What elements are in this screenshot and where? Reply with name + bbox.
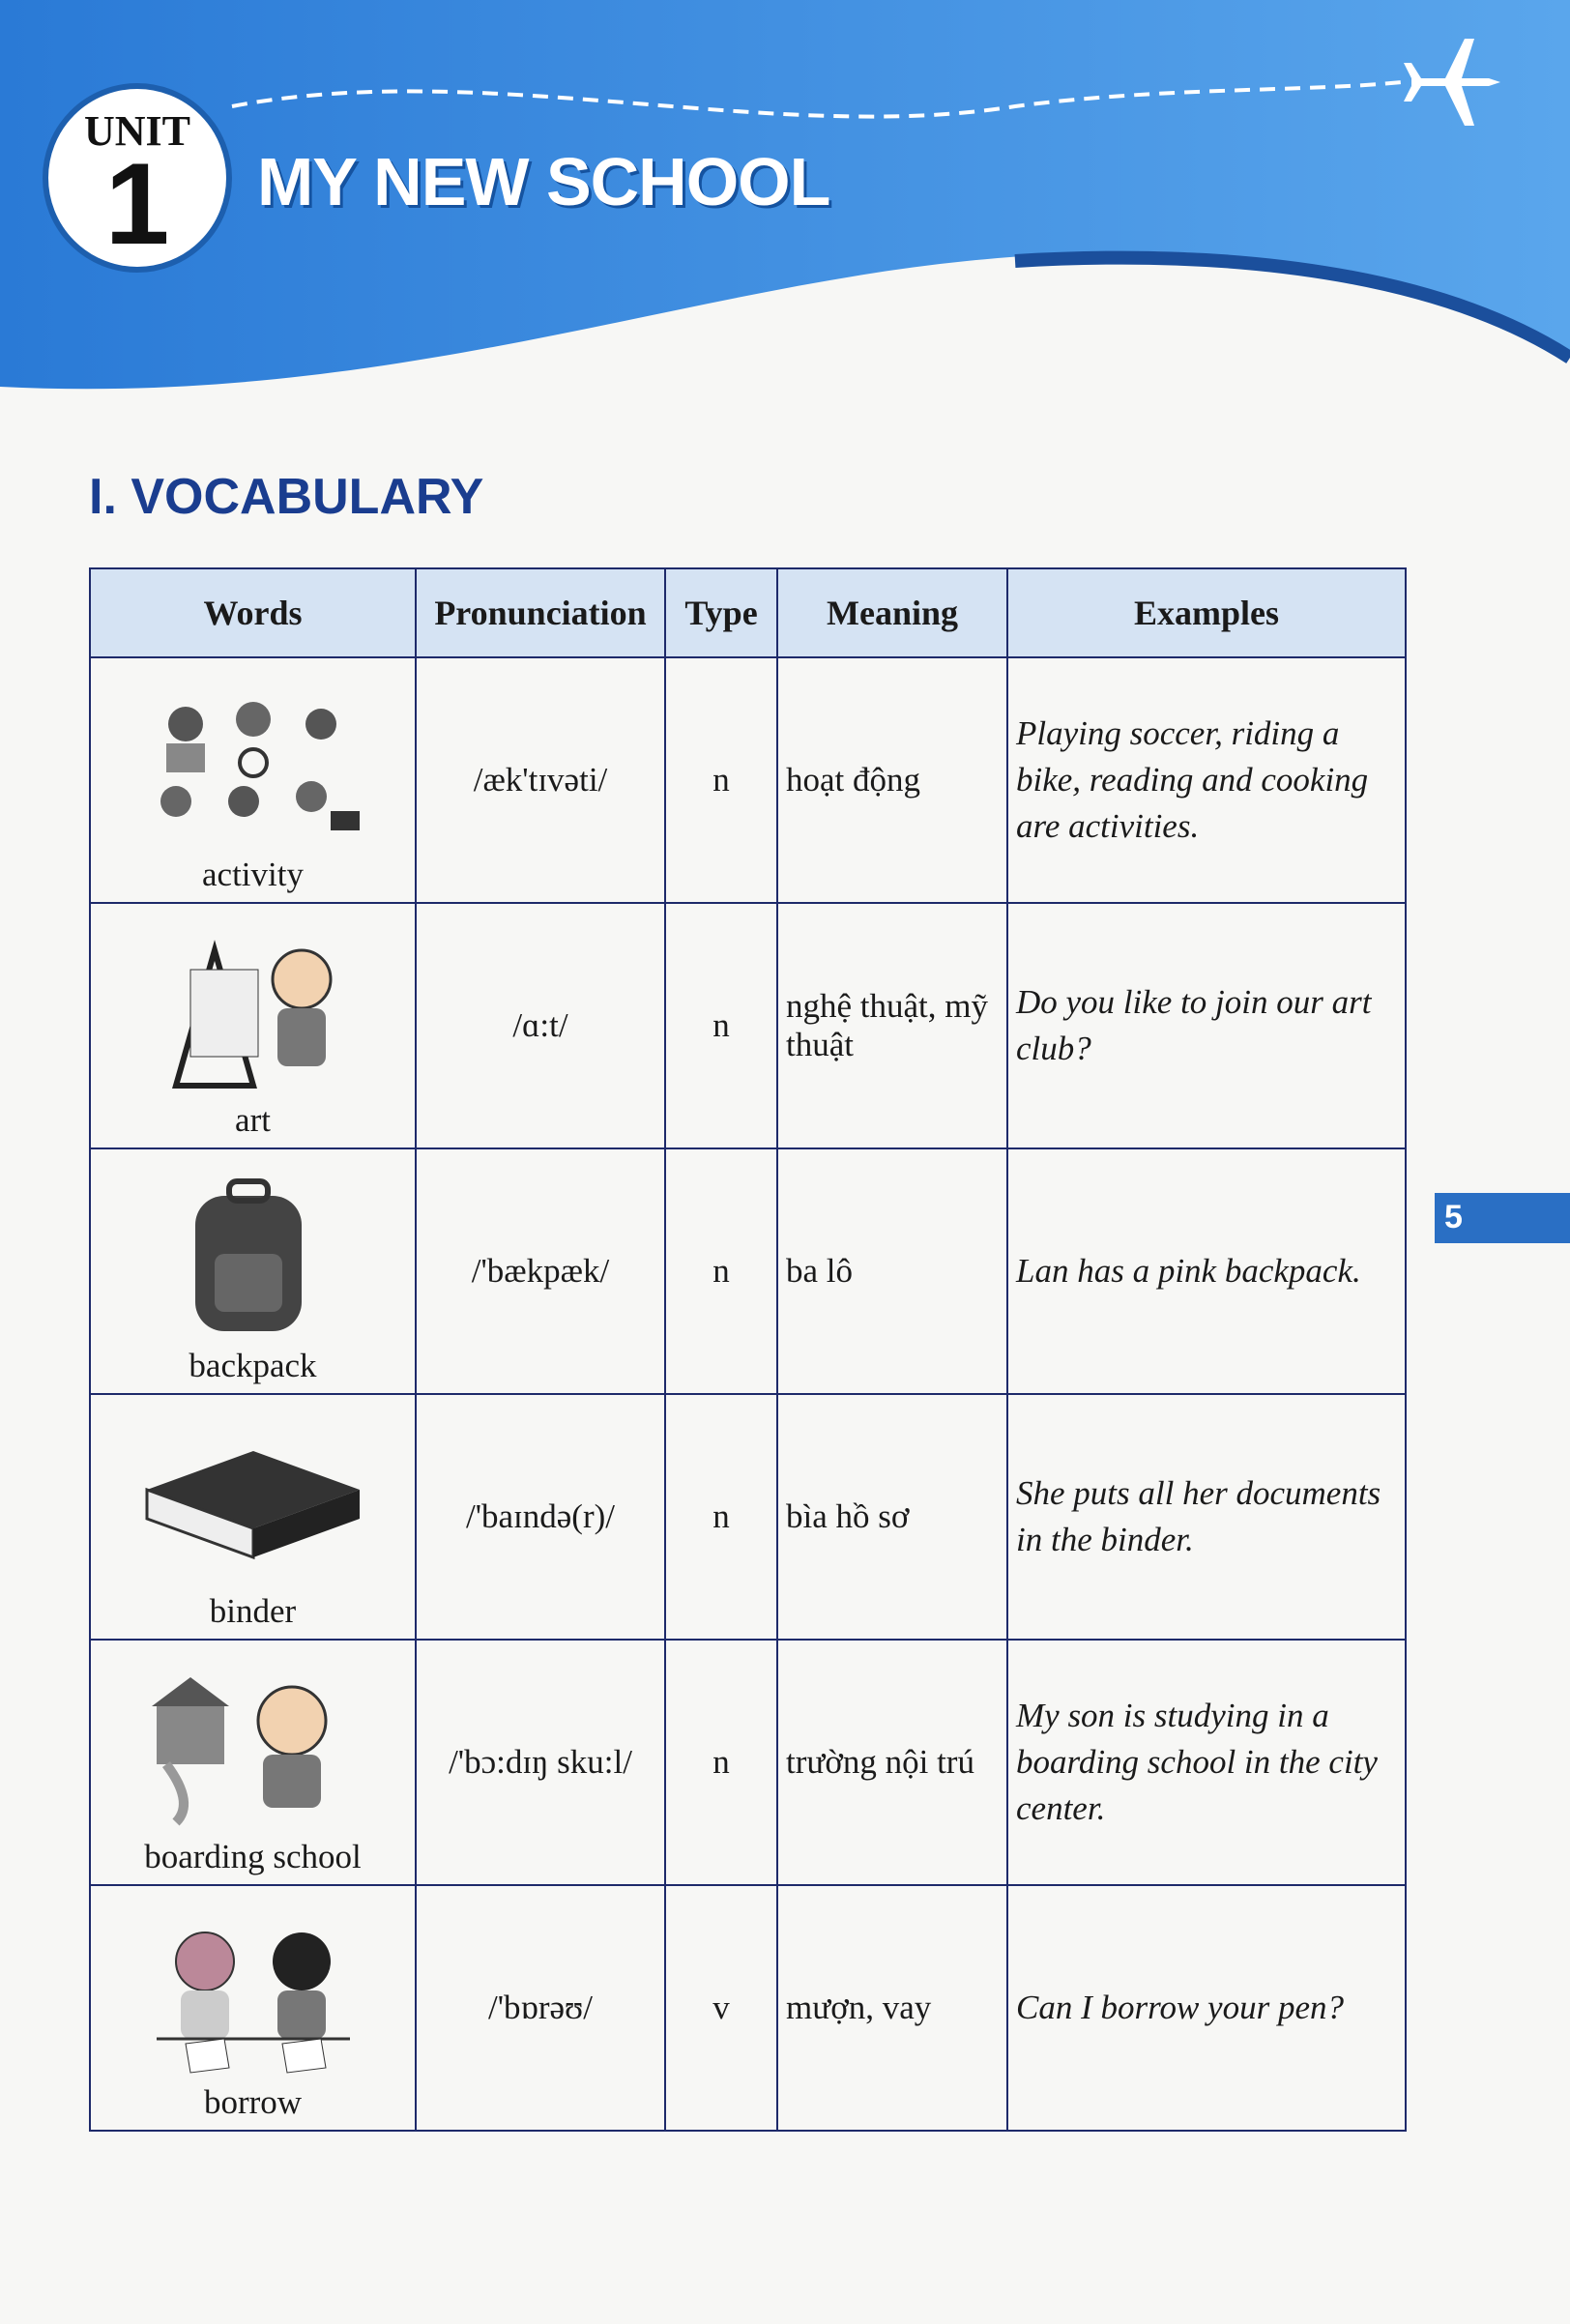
word-cell [90, 1640, 416, 1885]
meaning-cell: trường nội trú [777, 1640, 1007, 1885]
word-cell [90, 1148, 416, 1394]
pronunciation-cell: /'bɔ:dɪŋ sku:l/ [416, 1640, 665, 1885]
word-cell [90, 657, 416, 903]
word-text: boarding school [144, 1838, 362, 1875]
col-pronunciation: Pronunciation [416, 568, 665, 657]
word-text: activity [202, 856, 304, 893]
unit-title: MY NEW SCHOOL [257, 144, 830, 219]
vocabulary-table [89, 567, 1407, 2132]
col-type: Type [665, 568, 777, 657]
pronunciation-cell: /'bɒrəʊ/ [416, 1885, 665, 2131]
word-text: borrow [203, 2083, 303, 2121]
pronunciation-cell: /'bækpæk/ [416, 1148, 665, 1394]
table-row [90, 657, 1406, 903]
col-meaning: Meaning [777, 568, 1007, 657]
example-cell: My son is studying in a boarding school in the city center. [1007, 1640, 1406, 1885]
table-row [90, 1148, 1406, 1394]
example-cell: Lan has a pink backpack. [1007, 1148, 1406, 1394]
word-text: art [235, 1101, 271, 1139]
example-cell: She puts all her documents in the binder. [1007, 1394, 1406, 1640]
table-row [90, 903, 1406, 1148]
meaning-cell: nghệ thuật, mỹ thuật [777, 903, 1007, 1148]
type-cell: n [665, 903, 777, 1148]
type-cell: n [665, 657, 777, 903]
example-cell: Playing soccer, riding a bike, reading and cooking are activities. [1007, 657, 1406, 903]
boy-painting-illustration [137, 931, 369, 1095]
section-title: I. VOCABULARY [89, 469, 484, 525]
word-cell [90, 903, 416, 1148]
meaning-cell: mượn, vay [777, 1885, 1007, 2131]
binder-illustration [137, 1422, 369, 1586]
table-row [90, 1394, 1406, 1640]
table-row [90, 1640, 1406, 1885]
children-activities-illustration [137, 685, 369, 850]
page-number: 5 [1435, 1193, 1570, 1243]
unit-number: 1 [104, 139, 170, 269]
meaning-cell: hoạt động [777, 657, 1007, 903]
example-cell: Do you like to join our art club? [1007, 903, 1406, 1148]
two-girls-sharing-illustration [137, 1913, 369, 2077]
table-row [90, 1885, 1406, 2131]
type-cell: n [665, 1394, 777, 1640]
meaning-cell: bìa hồ sơ [777, 1394, 1007, 1640]
col-words: Words [90, 568, 416, 657]
unit-badge [43, 83, 232, 273]
pronunciation-cell: /'baɪndə(r)/ [416, 1394, 665, 1640]
type-cell: n [665, 1640, 777, 1885]
pronunciation-cell: /ɑ:t/ [416, 903, 665, 1148]
boy-and-school-illustration [137, 1668, 369, 1832]
table-header [90, 568, 1406, 657]
type-cell: n [665, 1148, 777, 1394]
col-examples: Examples [1007, 568, 1406, 657]
type-cell: v [665, 1885, 777, 2131]
word-cell [90, 1394, 416, 1640]
word-text: backpack [189, 1347, 317, 1384]
example-cell: Can I borrow your pen? [1007, 1885, 1406, 2131]
meaning-cell: ba lô [777, 1148, 1007, 1394]
word-cell [90, 1885, 416, 2131]
backpack-illustration [137, 1177, 369, 1341]
pronunciation-cell: /æk'tɪvəti/ [416, 657, 665, 903]
word-text: binder [209, 1592, 297, 1630]
unit-label: UNIT [83, 107, 191, 155]
